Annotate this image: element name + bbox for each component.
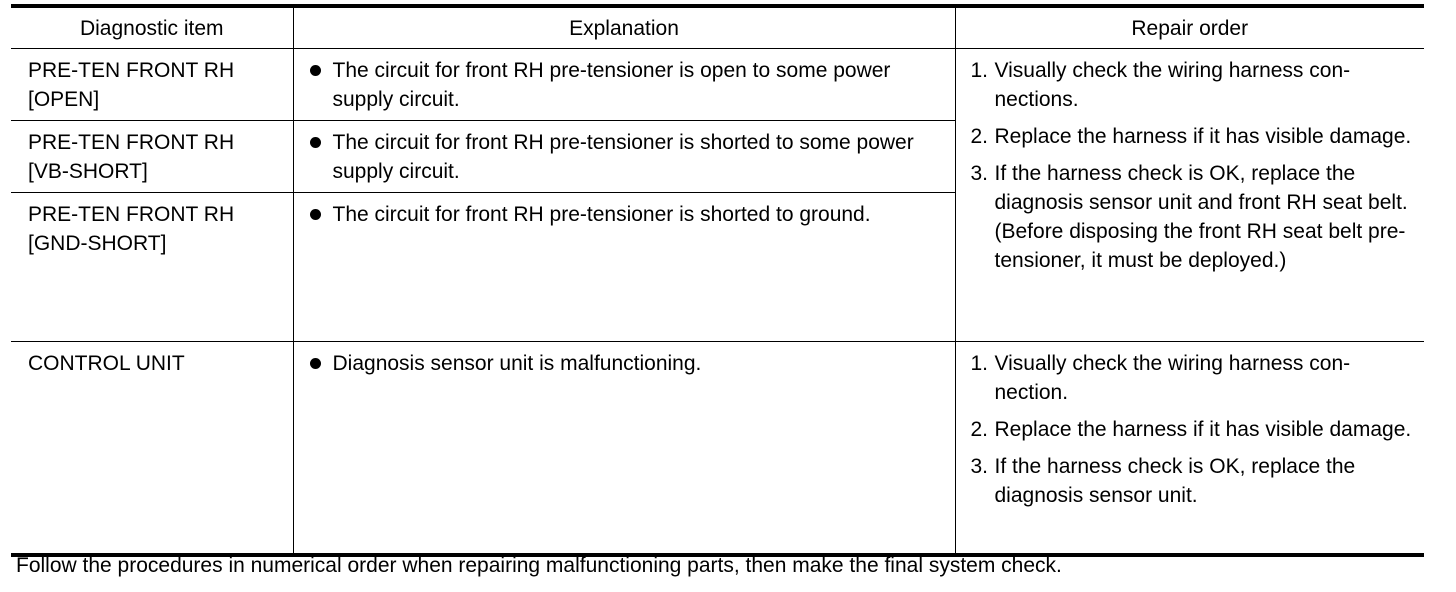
bullet-icon	[310, 358, 321, 369]
diagnostic-table	[11, 4, 1424, 557]
item-name: PRE-TEN FRONT RH	[28, 131, 235, 154]
repair-step: 1. Visually check the wiring harness con-nections.	[971, 56, 1417, 114]
repair-step-caution: (Before disposing the front RH seat belt pre-tensioner, it must be deployed.)	[994, 220, 1406, 272]
explanation-text: The circuit for front RH pre-tensioner is open to some power supply circuit.	[332, 59, 891, 111]
explanation-cell	[293, 49, 955, 121]
repair-order-cell	[955, 342, 1424, 556]
repair-step: 3. If the harness check is OK, replace the diagnosis sensor unit.	[971, 452, 1417, 510]
item-status: [OPEN]	[28, 88, 100, 111]
diagnostic-item-cell	[11, 49, 293, 121]
explanation-cell	[293, 342, 955, 556]
bullet-icon	[310, 137, 321, 148]
footer-note: Follow the procedures in numerical order when repairing malfunctioning parts, then make the final system check.	[16, 554, 1062, 577]
repair-step-text	[995, 159, 1417, 275]
item-status: [GND-SHORT]	[28, 232, 167, 255]
repair-step: 2. Replace the harness if it has visible damage.	[971, 122, 1417, 151]
explanation-text: Diagnosis sensor unit is malfunctioning.	[332, 352, 702, 375]
repair-step-text: Visually check the wiring harness con-nection.	[994, 352, 1351, 404]
explanation-cell	[293, 193, 955, 342]
repair-step: 2. Replace the harness if it has visible damage.	[971, 415, 1417, 444]
item-name: CONTROL UNIT	[28, 352, 185, 375]
bullet-icon	[310, 65, 321, 76]
bullet-icon	[310, 209, 321, 220]
header-diagnostic-item: Diagnostic item	[11, 6, 293, 49]
repair-step: 3. If the harness check is OK, replace the diagnosis sensor unit and front RH seat belt. (Before disposing the front RH seat belt pre-tensioner, it must be deployed.)	[971, 159, 1417, 275]
header-explanation: Explanation	[293, 6, 955, 49]
explanation-cell	[293, 121, 955, 193]
table-row	[11, 49, 1424, 121]
repair-step-text: If the harness check is OK, replace the diagnosis sensor unit.	[994, 455, 1356, 507]
diagnostic-item-cell	[11, 121, 293, 193]
explanation-bullet	[310, 128, 945, 186]
explanation-bullet	[310, 200, 945, 229]
item-name: PRE-TEN FRONT RH	[28, 59, 235, 82]
repair-steps	[971, 349, 1417, 510]
explanation-bullet	[310, 349, 945, 378]
table-header-row	[11, 6, 1424, 49]
repair-step-text: Replace the harness if it has visible damage.	[994, 418, 1412, 441]
item-name: PRE-TEN FRONT RH	[28, 203, 235, 226]
explanation-bullet	[310, 56, 945, 114]
header-repair-order: Repair order	[955, 6, 1424, 49]
diagnostic-item-cell	[11, 342, 293, 556]
repair-order-cell	[955, 49, 1424, 342]
explanation-text: The circuit for front RH pre-tensioner is shorted to some power supply circuit.	[332, 131, 914, 183]
item-status: [VB-SHORT]	[28, 160, 148, 183]
diagnostic-item-cell	[11, 193, 293, 342]
repair-step: 1. Visually check the wiring harness con-nection.	[971, 349, 1417, 407]
repair-step-main: If the harness check is OK, replace the diagnosis sensor unit and front RH seat belt.	[994, 162, 1408, 214]
table-row	[11, 342, 1424, 556]
explanation-text: The circuit for front RH pre-tensioner is shorted to ground.	[332, 203, 871, 226]
repair-step-text: Replace the harness if it has visible damage.	[994, 125, 1412, 148]
repair-steps	[971, 56, 1417, 275]
repair-step-text: Visually check the wiring harness con-nections.	[994, 59, 1351, 111]
